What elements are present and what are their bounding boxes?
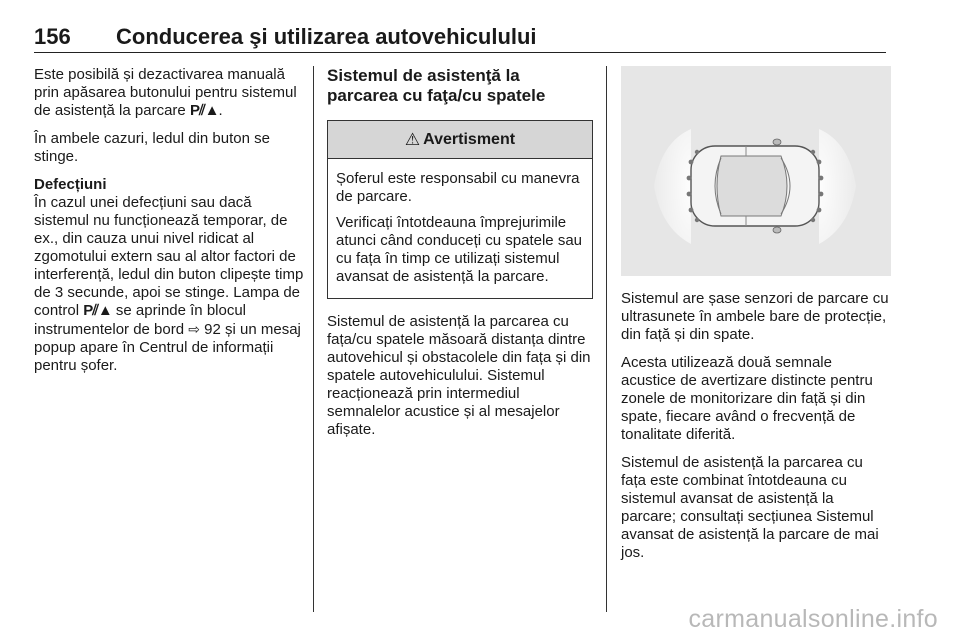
parking-sensor-diagram — [621, 66, 891, 276]
defects-paragraph: Defecțiuni În cazul unei defecțiuni sau dacă sistemul nu funcționează temporar, de ex., din cauza unui nivel ridicat al zgomotului extern sau al altor factori de interferență, ledul din buton clipește timp de 3 secunde, apoi se stinge. Lampa de control P⫽▲ se aprinde în blocul instrumentelor de bord ⇨ 92 și un mesaj popup apare în Centrul de informații pentru șofer. — [34, 176, 306, 375]
acoustic-signals-paragraph: Acesta utilizează două semnale acustice de avertizare distincte pentru zonele de monitorizare din față și din spate, fiecare având o frecvență de tonalitate diferită. — [621, 354, 873, 443]
site-watermark: carmanualsonline.info — [688, 605, 938, 633]
page-reference-arrow-icon: ⇨ — [188, 321, 200, 337]
control-lamp-icon: P⫽▲ — [83, 302, 112, 319]
section-heading: Sistemul de asistenţă la parcarea cu faţa/cu spatele — [327, 66, 546, 105]
car-top-view-illustration — [621, 66, 891, 276]
sensors-paragraph: Sistemul are șase senzori de parcare cu ultrasunete în ambele bare de protecție, din față și din spate. — [621, 290, 889, 343]
system-description-paragraph: Sistemul de asistență la parcarea cu fața/cu spatele măsoară distanța dintre autovehicul și obstacolele din fața și din spatele autovehiculului. Sistemul reacționează prin intermediul semnalelor acustice și al mesajelor afișate. — [327, 313, 591, 438]
warning-title: Avertisment — [423, 130, 516, 148]
warning-text-1: Șoferul este responsabil cu manevra de parcare. — [336, 170, 580, 205]
column-left — [34, 66, 306, 385]
parking-assist-icon: P⫽▲ — [189, 102, 219, 119]
warning-text-2: Verificați întotdeauna împrejurimile atunci când conduceți cu spatele sau cu fața în timp ce utilizați sistemul avansat de asistență la parcare. — [336, 214, 582, 285]
rear-sensor-zone — [654, 129, 691, 244]
warning-header — [328, 121, 592, 159]
column-middle — [327, 66, 593, 449]
led-off-paragraph: În ambele cazuri, ledul din buton se stinge. — [34, 130, 270, 165]
defects-heading: Defecțiuni — [34, 176, 107, 193]
car-body — [691, 139, 819, 233]
column-right — [621, 66, 891, 572]
column-divider — [313, 66, 314, 612]
manual-deactivation-paragraph: Este posibilă și dezactivarea manuală prin apăsarea butonului pentru sistemul de asistență la parcare P⫽▲. — [34, 66, 297, 119]
combined-system-paragraph: Sistemul de asistență la parcarea cu fața este combinat întotdeauna cu sistemul avansat de asistență la parcare; consultați secțiunea Sistemul avansat de asistență la parcare de mai jos. — [621, 454, 879, 561]
warning-body — [328, 159, 592, 298]
front-sensor-zone — [819, 129, 856, 244]
warning-box — [327, 120, 593, 299]
chapter-title: Conducerea şi utilizarea autovehiculului — [116, 24, 537, 49]
column-divider — [606, 66, 607, 612]
warning-icon: ⚠ — [404, 129, 421, 149]
page-header — [34, 24, 886, 53]
page-number: 156 — [34, 24, 71, 49]
